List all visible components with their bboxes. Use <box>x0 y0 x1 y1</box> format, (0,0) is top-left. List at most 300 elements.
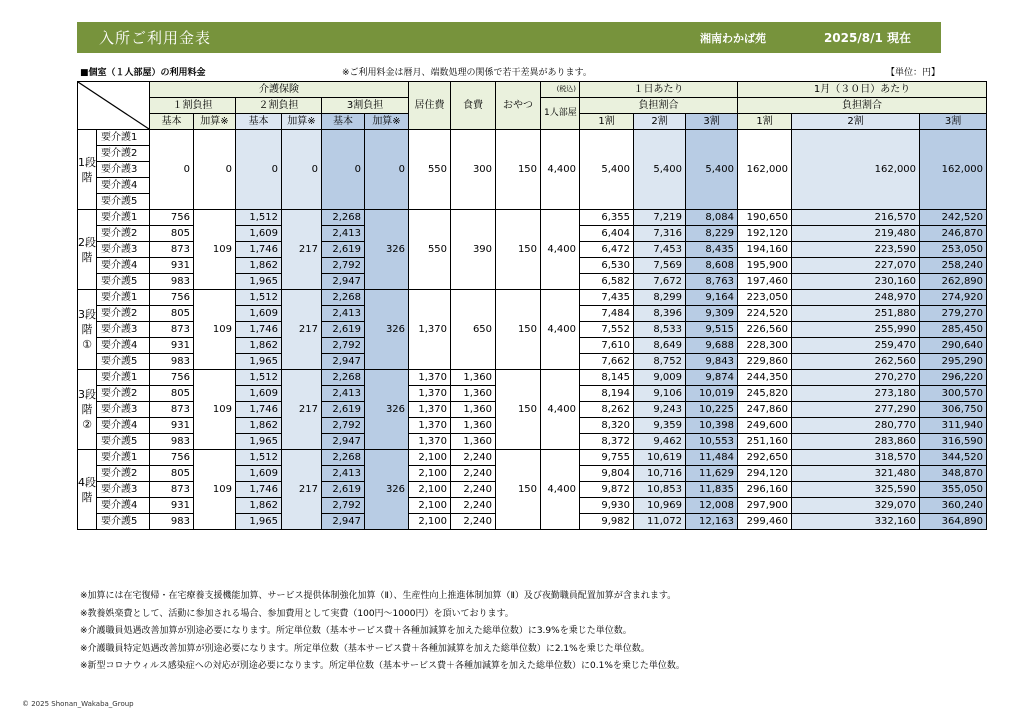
monthly-wari3-value: 279,270 <box>920 306 987 322</box>
care-level-label: 要介護3 <box>97 162 150 178</box>
shokuhi-value: 300 <box>451 130 496 210</box>
care-level-label: 要介護2 <box>97 386 150 402</box>
care-level-label: 要介護1 <box>97 210 150 226</box>
hitoribeya-value: 4,400 <box>541 130 580 210</box>
monthly-wari1-value: 297,900 <box>738 498 792 514</box>
daily-wari3-value: 10,225 <box>686 402 738 418</box>
monthly-wari1-value: 226,560 <box>738 322 792 338</box>
kihon2-value: 1,609 <box>236 226 282 242</box>
daily-wari2-value: 9,243 <box>634 402 686 418</box>
stage-label: 3段階① <box>78 290 97 370</box>
kihon1-value: 983 <box>150 514 194 530</box>
monthly-wari2-value: 280,770 <box>792 418 920 434</box>
care-level-label: 要介護4 <box>97 178 150 194</box>
kihon2-value: 1,746 <box>236 242 282 258</box>
monthly-wari2-value: 255,990 <box>792 322 920 338</box>
care-level-label: 要介護2 <box>97 306 150 322</box>
care-level-label: 要介護5 <box>97 274 150 290</box>
monthly-wari3-value: 364,890 <box>920 514 987 530</box>
oyatsu-value: 150 <box>496 450 541 530</box>
monthly-wari1-value: 294,120 <box>738 466 792 482</box>
kasan2-value: 217 <box>282 210 322 290</box>
daily-wari1-value: 7,484 <box>580 306 634 322</box>
daily-wari1-value: 9,872 <box>580 482 634 498</box>
shokuhi-value: 2,240 <box>451 514 496 530</box>
table-row <box>78 130 987 146</box>
stage-label: 4段階 <box>78 450 97 530</box>
kihon3-value: 2,268 <box>322 450 365 466</box>
header-row-1 <box>78 82 987 98</box>
daily-wari2-value: 10,619 <box>634 450 686 466</box>
kihon1-value: 931 <box>150 498 194 514</box>
table-row <box>78 290 987 306</box>
kaigo-hoken-header: 介護保険 <box>150 82 409 98</box>
kasan1-value: 109 <box>194 290 236 370</box>
monthly-wari2-value: 283,860 <box>792 434 920 450</box>
monthly-wari1-value: 229,860 <box>738 354 792 370</box>
daily-wari1-value: 7,552 <box>580 322 634 338</box>
section-header <box>80 65 942 79</box>
monthly-wari1-value: 190,650 <box>738 210 792 226</box>
monthly-wari3-value: 316,590 <box>920 434 987 450</box>
kasan3-value: 326 <box>365 210 409 290</box>
shokuhi-value: 2,240 <box>451 466 496 482</box>
kasan3-value: 0 <box>365 130 409 210</box>
kihon2-value: 1,862 <box>236 258 282 274</box>
kihon1-value: 805 <box>150 386 194 402</box>
as-of-date: 2025/8/1 現在 <box>823 31 911 45</box>
diagonal-line-icon <box>78 82 149 129</box>
daily-wari2-value: 10,969 <box>634 498 686 514</box>
daily-wari2-value: 9,106 <box>634 386 686 402</box>
kihon2-value: 1,746 <box>236 402 282 418</box>
daily-wari1-value: 9,755 <box>580 450 634 466</box>
kyojuhi-value: 2,100 <box>409 498 451 514</box>
monthly-wari3-value: 295,290 <box>920 354 987 370</box>
monthly-wari1-value: 228,300 <box>738 338 792 354</box>
kasan1-value: 109 <box>194 210 236 290</box>
kihon2-value: 1,965 <box>236 514 282 530</box>
monthly-wari2-value: 248,970 <box>792 290 920 306</box>
kihon3-value: 2,413 <box>322 306 365 322</box>
monthly-wari1-header: 1割 <box>738 114 792 130</box>
kasan3-header: 加算※ <box>365 114 409 130</box>
care-level-label: 要介護1 <box>97 130 150 146</box>
daily-wari2-value: 7,316 <box>634 226 686 242</box>
hitoribeya-value: 4,400 <box>541 210 580 290</box>
daily-wari3-value: 8,084 <box>686 210 738 226</box>
daily-wari1-value: 7,610 <box>580 338 634 354</box>
kihon2-header: 基本 <box>236 114 282 130</box>
kihon2-value: 1,609 <box>236 306 282 322</box>
kihon3-value: 2,947 <box>322 434 365 450</box>
monthly-wari1-value: 244,350 <box>738 370 792 386</box>
daily-wari2-header: 2割 <box>634 114 686 130</box>
monthly-wari1-value: 194,160 <box>738 242 792 258</box>
hitoribeya-header: 1人部屋 <box>541 98 580 130</box>
kihon3-value: 2,619 <box>322 322 365 338</box>
kihon2-value: 1,746 <box>236 322 282 338</box>
hitoribeya-value: 4,400 <box>541 450 580 530</box>
kihon3-value: 2,792 <box>322 338 365 354</box>
daily-wari1-value: 8,320 <box>580 418 634 434</box>
daily-wari1-value: 9,804 <box>580 466 634 482</box>
daily-wari1-value: 8,194 <box>580 386 634 402</box>
kihon1-value: 873 <box>150 402 194 418</box>
shokuhi-value: 2,240 <box>451 498 496 514</box>
kihon3-value: 2,268 <box>322 290 365 306</box>
daily-wari3-value: 10,398 <box>686 418 738 434</box>
unit-label: 【単位：円】 <box>885 68 940 78</box>
shokuhi-header: 食費 <box>451 82 496 130</box>
monthly-wari2-value: 325,590 <box>792 482 920 498</box>
kyojuhi-header: 居住費 <box>409 82 451 130</box>
daily-wari2-value: 7,219 <box>634 210 686 226</box>
footnote: ※加算には在宅復帰・在宅療養支援機能加算、サービス提供体制強化加算（Ⅱ）、生産性向上推進体制加算（Ⅱ）及び夜勤職員配置加算が含まれます。 <box>80 591 677 601</box>
care-level-label: 要介護3 <box>97 242 150 258</box>
monthly-wariai-header: 負担割合 <box>738 98 987 114</box>
kasan3-value: 326 <box>365 450 409 530</box>
monthly-wari1-value: 245,820 <box>738 386 792 402</box>
daily-wari3-value: 8,229 <box>686 226 738 242</box>
daily-wari1-header: 1割 <box>580 114 634 130</box>
monthly-wari2-value: 223,590 <box>792 242 920 258</box>
kihon1-value: 805 <box>150 466 194 482</box>
monthly-wari3-value: 290,640 <box>920 338 987 354</box>
care-level-label: 要介護2 <box>97 146 150 162</box>
shokuhi-value: 2,240 <box>451 450 496 466</box>
notes-block <box>80 588 685 676</box>
kihon3-value: 2,947 <box>322 274 365 290</box>
kihon1-header: 基本 <box>150 114 194 130</box>
footnote: ※新型コロナウィルス感染症への対応が別途必要になります。所定単位数（基本サービス費＋各種加減算を加えた総単位数）に0.1%を乗じた単位数。 <box>80 661 685 672</box>
kihon3-value: 2,268 <box>322 210 365 226</box>
shokuhi-value: 1,360 <box>451 402 496 418</box>
oyatsu-value: 150 <box>496 370 541 450</box>
care-level-label: 要介護4 <box>97 418 150 434</box>
daily-wari3-value: 11,484 <box>686 450 738 466</box>
kihon2-value: 1,512 <box>236 210 282 226</box>
daily-wari1-value: 5,400 <box>580 130 634 210</box>
monthly-wari2-value: 273,180 <box>792 386 920 402</box>
kasan2-value: 217 <box>282 290 322 370</box>
kyojuhi-value: 1,370 <box>409 290 451 370</box>
daily-wari3-value: 9,309 <box>686 306 738 322</box>
care-level-label: 要介護3 <box>97 402 150 418</box>
daily-wari3-header: 3割 <box>686 114 738 130</box>
futan1-header: １割負担 <box>150 98 236 114</box>
kasan2-value: 217 <box>282 450 322 530</box>
kasan2-value: 0 <box>282 130 322 210</box>
kihon1-value: 983 <box>150 434 194 450</box>
futan3-header: 3割負担 <box>322 98 409 114</box>
monthly-wari3-value: 253,050 <box>920 242 987 258</box>
daily-wari3-value: 11,835 <box>686 482 738 498</box>
monthly-wari2-value: 262,560 <box>792 354 920 370</box>
shokuhi-value: 1,360 <box>451 434 496 450</box>
daily-wari1-value: 8,372 <box>580 434 634 450</box>
kihon3-value: 2,792 <box>322 418 365 434</box>
daily-wari3-value: 10,553 <box>686 434 738 450</box>
kyojuhi-value: 1,370 <box>409 370 451 386</box>
oyatsu-value: 150 <box>496 210 541 290</box>
daily-wari3-value: 8,608 <box>686 258 738 274</box>
care-level-label: 要介護3 <box>97 482 150 498</box>
kihon2-value: 1,512 <box>236 370 282 386</box>
kyojuhi-value: 1,370 <box>409 402 451 418</box>
kihon1-value: 756 <box>150 450 194 466</box>
care-level-label: 要介護5 <box>97 354 150 370</box>
daily-wari1-value: 6,404 <box>580 226 634 242</box>
monthly-wari2-value: 332,160 <box>792 514 920 530</box>
fee-table <box>77 81 987 530</box>
care-level-label: 要介護2 <box>97 226 150 242</box>
hitoribeya-value: 4,400 <box>541 370 580 450</box>
daily-wari2-value: 8,396 <box>634 306 686 322</box>
kihon2-value: 1,512 <box>236 290 282 306</box>
kihon1-value: 931 <box>150 338 194 354</box>
kyojuhi-value: 1,370 <box>409 386 451 402</box>
oyatsu-value: 150 <box>496 130 541 210</box>
daily-header: １日あたり <box>580 82 738 98</box>
care-level-label: 要介護4 <box>97 258 150 274</box>
stage-label: 3段階② <box>78 370 97 450</box>
monthly-wari1-value: 251,160 <box>738 434 792 450</box>
kihon2-value: 1,862 <box>236 418 282 434</box>
monthly-wari3-value: 285,450 <box>920 322 987 338</box>
daily-wari2-value: 8,299 <box>634 290 686 306</box>
kihon3-value: 2,947 <box>322 354 365 370</box>
kihon1-value: 873 <box>150 242 194 258</box>
kihon2-value: 1,965 <box>236 274 282 290</box>
kasan1-header: 加算※ <box>194 114 236 130</box>
monthly-wari3-value: 348,870 <box>920 466 987 482</box>
kihon3-value: 2,413 <box>322 226 365 242</box>
kihon2-value: 0 <box>236 130 282 210</box>
kyojuhi-value: 1,370 <box>409 434 451 450</box>
daily-wari3-value: 11,629 <box>686 466 738 482</box>
monthly-wari3-value: 262,890 <box>920 274 987 290</box>
kihon3-value: 2,413 <box>322 466 365 482</box>
daily-wari3-value: 8,435 <box>686 242 738 258</box>
monthly-wari1-value: 195,900 <box>738 258 792 274</box>
daily-wari3-value: 9,164 <box>686 290 738 306</box>
monthly-wari3-value: 355,050 <box>920 482 987 498</box>
kihon2-value: 1,965 <box>236 354 282 370</box>
daily-wari3-value: 12,163 <box>686 514 738 530</box>
daily-wariai-header: 負担割合 <box>580 98 738 114</box>
hitoribeya-value: 4,400 <box>541 290 580 370</box>
kihon3-value: 2,792 <box>322 498 365 514</box>
daily-wari3-value: 9,515 <box>686 322 738 338</box>
kihon1-value: 931 <box>150 418 194 434</box>
monthly-wari1-value: 299,460 <box>738 514 792 530</box>
monthly-wari1-value: 197,460 <box>738 274 792 290</box>
care-level-label: 要介護5 <box>97 434 150 450</box>
title-banner <box>77 22 941 53</box>
kihon1-value: 756 <box>150 370 194 386</box>
stage-label: 2段階 <box>78 210 97 290</box>
daily-wari2-value: 8,752 <box>634 354 686 370</box>
monthly-wari1-value: 292,650 <box>738 450 792 466</box>
kyojuhi-value: 550 <box>409 210 451 290</box>
fee-table-body <box>78 82 987 530</box>
daily-wari2-value: 7,569 <box>634 258 686 274</box>
monthly-wari1-value: 224,520 <box>738 306 792 322</box>
monthly-wari3-value: 344,520 <box>920 450 987 466</box>
monthly-wari2-value: 318,570 <box>792 450 920 466</box>
monthly-wari3-value: 258,240 <box>920 258 987 274</box>
care-level-label: 要介護4 <box>97 498 150 514</box>
daily-wari1-value: 7,662 <box>580 354 634 370</box>
kihon2-value: 1,609 <box>236 466 282 482</box>
daily-wari3-value: 9,874 <box>686 370 738 386</box>
kihon1-value: 756 <box>150 210 194 226</box>
care-level-label: 要介護2 <box>97 466 150 482</box>
kihon2-value: 1,746 <box>236 482 282 498</box>
facility-name: 湘南わかば苑 <box>699 31 766 45</box>
kihon1-value: 756 <box>150 290 194 306</box>
kasan1-value: 109 <box>194 370 236 450</box>
kasan2-value: 217 <box>282 370 322 450</box>
kihon3-value: 2,619 <box>322 482 365 498</box>
footnote: ※介護職員処遇改善加算が別途必要になります。所定単位数（基本サービス費＋各種加減算を加えた総単位数）に3.9%を乗じた単位数。 <box>80 626 632 637</box>
care-level-label: 要介護1 <box>97 290 150 306</box>
kihon3-value: 0 <box>322 130 365 210</box>
kyojuhi-value: 2,100 <box>409 450 451 466</box>
kihon1-value: 873 <box>150 322 194 338</box>
monthly-wari2-value: 277,290 <box>792 402 920 418</box>
daily-wari3-value: 5,400 <box>686 130 738 210</box>
oyatsu-value: 150 <box>496 290 541 370</box>
daily-wari1-value: 9,930 <box>580 498 634 514</box>
kihon2-value: 1,862 <box>236 338 282 354</box>
oyatsu-header: おやつ <box>496 82 541 130</box>
monthly-wari1-value: 162,000 <box>738 130 792 210</box>
daily-wari1-value: 7,435 <box>580 290 634 306</box>
monthly-wari2-header: 2割 <box>792 114 920 130</box>
kyojuhi-value: 2,100 <box>409 514 451 530</box>
kihon1-value: 805 <box>150 226 194 242</box>
daily-wari2-value: 11,072 <box>634 514 686 530</box>
monthly-wari2-value: 270,270 <box>792 370 920 386</box>
kihon3-value: 2,619 <box>322 242 365 258</box>
kihon2-value: 1,862 <box>236 498 282 514</box>
daily-wari3-value: 10,019 <box>686 386 738 402</box>
kihon1-value: 983 <box>150 354 194 370</box>
kasan2-header: 加算※ <box>282 114 322 130</box>
daily-wari2-value: 5,400 <box>634 130 686 210</box>
monthly-wari1-value: 223,050 <box>738 290 792 306</box>
monthly-wari2-value: 219,480 <box>792 226 920 242</box>
monthly-wari3-value: 311,940 <box>920 418 987 434</box>
kihon3-value: 2,619 <box>322 402 365 418</box>
monthly-wari3-value: 306,750 <box>920 402 987 418</box>
kihon1-value: 931 <box>150 258 194 274</box>
monthly-wari3-header: 3割 <box>920 114 987 130</box>
monthly-wari3-value: 246,870 <box>920 226 987 242</box>
kasan1-value: 0 <box>194 130 236 210</box>
copyright: © 2025 Shonan_Wakaba_Group <box>22 700 134 708</box>
care-level-label: 要介護5 <box>97 194 150 210</box>
monthly-wari3-value: 274,920 <box>920 290 987 306</box>
monthly-wari3-value: 300,570 <box>920 386 987 402</box>
kasan1-value: 109 <box>194 450 236 530</box>
kihon3-value: 2,413 <box>322 386 365 402</box>
daily-wari2-value: 10,716 <box>634 466 686 482</box>
shokuhi-value: 650 <box>451 290 496 370</box>
monthly-wari2-value: 259,470 <box>792 338 920 354</box>
care-level-label: 要介護5 <box>97 514 150 530</box>
daily-wari1-value: 6,355 <box>580 210 634 226</box>
daily-wari3-value: 12,008 <box>686 498 738 514</box>
kihon3-value: 2,947 <box>322 514 365 530</box>
monthly-header: 1月（３０日）あたり <box>738 82 987 98</box>
monthly-wari1-value: 296,160 <box>738 482 792 498</box>
daily-wari1-value: 8,262 <box>580 402 634 418</box>
zeikomi-header: (税込) <box>541 82 580 98</box>
daily-wari3-value: 8,763 <box>686 274 738 290</box>
daily-wari2-value: 8,533 <box>634 322 686 338</box>
daily-wari1-value: 9,982 <box>580 514 634 530</box>
footnote: ※介護職員特定処遇改善加算が別途必要になります。所定単位数（基本サービス費＋各種加減算を加えた総単位数）に2.1%を乗じた単位数。 <box>80 643 650 654</box>
kasan3-value: 326 <box>365 290 409 370</box>
kihon2-value: 1,965 <box>236 434 282 450</box>
care-level-label: 要介護1 <box>97 370 150 386</box>
monthly-wari1-value: 247,860 <box>738 402 792 418</box>
daily-wari2-value: 7,672 <box>634 274 686 290</box>
daily-wari1-value: 6,582 <box>580 274 634 290</box>
table-row <box>78 450 987 466</box>
kihon1-value: 0 <box>150 130 194 210</box>
kihon3-value: 2,268 <box>322 370 365 386</box>
care-level-label: 要介護4 <box>97 338 150 354</box>
daily-wari2-value: 9,462 <box>634 434 686 450</box>
daily-wari2-value: 8,649 <box>634 338 686 354</box>
kyojuhi-value: 550 <box>409 130 451 210</box>
monthly-wari3-value: 296,220 <box>920 370 987 386</box>
shokuhi-value: 2,240 <box>451 482 496 498</box>
monthly-wari2-value: 162,000 <box>792 130 920 210</box>
daily-wari2-value: 10,853 <box>634 482 686 498</box>
kihon3-value: 2,792 <box>322 258 365 274</box>
section-title: ■個室（１人部屋）の利用料金 <box>80 68 206 78</box>
monthly-wari3-value: 162,000 <box>920 130 987 210</box>
rounding-note: ※ご利用料金は暦月、端数処理の関係で若干差異があります。 <box>342 68 592 78</box>
kyojuhi-value: 2,100 <box>409 466 451 482</box>
kihon1-value: 983 <box>150 274 194 290</box>
kasan3-value: 326 <box>365 370 409 450</box>
table-row <box>78 370 987 386</box>
shokuhi-value: 1,360 <box>451 386 496 402</box>
daily-wari1-value: 6,530 <box>580 258 634 274</box>
monthly-wari2-value: 227,070 <box>792 258 920 274</box>
corner-cell <box>78 82 150 130</box>
futan2-header: ２割負担 <box>236 98 322 114</box>
monthly-wari3-value: 360,240 <box>920 498 987 514</box>
daily-wari1-value: 6,472 <box>580 242 634 258</box>
monthly-wari2-value: 321,480 <box>792 466 920 482</box>
kihon2-value: 1,609 <box>236 386 282 402</box>
kihon1-value: 873 <box>150 482 194 498</box>
care-level-label: 要介護1 <box>97 450 150 466</box>
shokuhi-value: 1,360 <box>451 370 496 386</box>
kihon3-header: 基本 <box>322 114 365 130</box>
daily-wari3-value: 9,843 <box>686 354 738 370</box>
stage-label: 1段階 <box>78 130 97 210</box>
monthly-wari3-value: 242,520 <box>920 210 987 226</box>
care-level-label: 要介護3 <box>97 322 150 338</box>
